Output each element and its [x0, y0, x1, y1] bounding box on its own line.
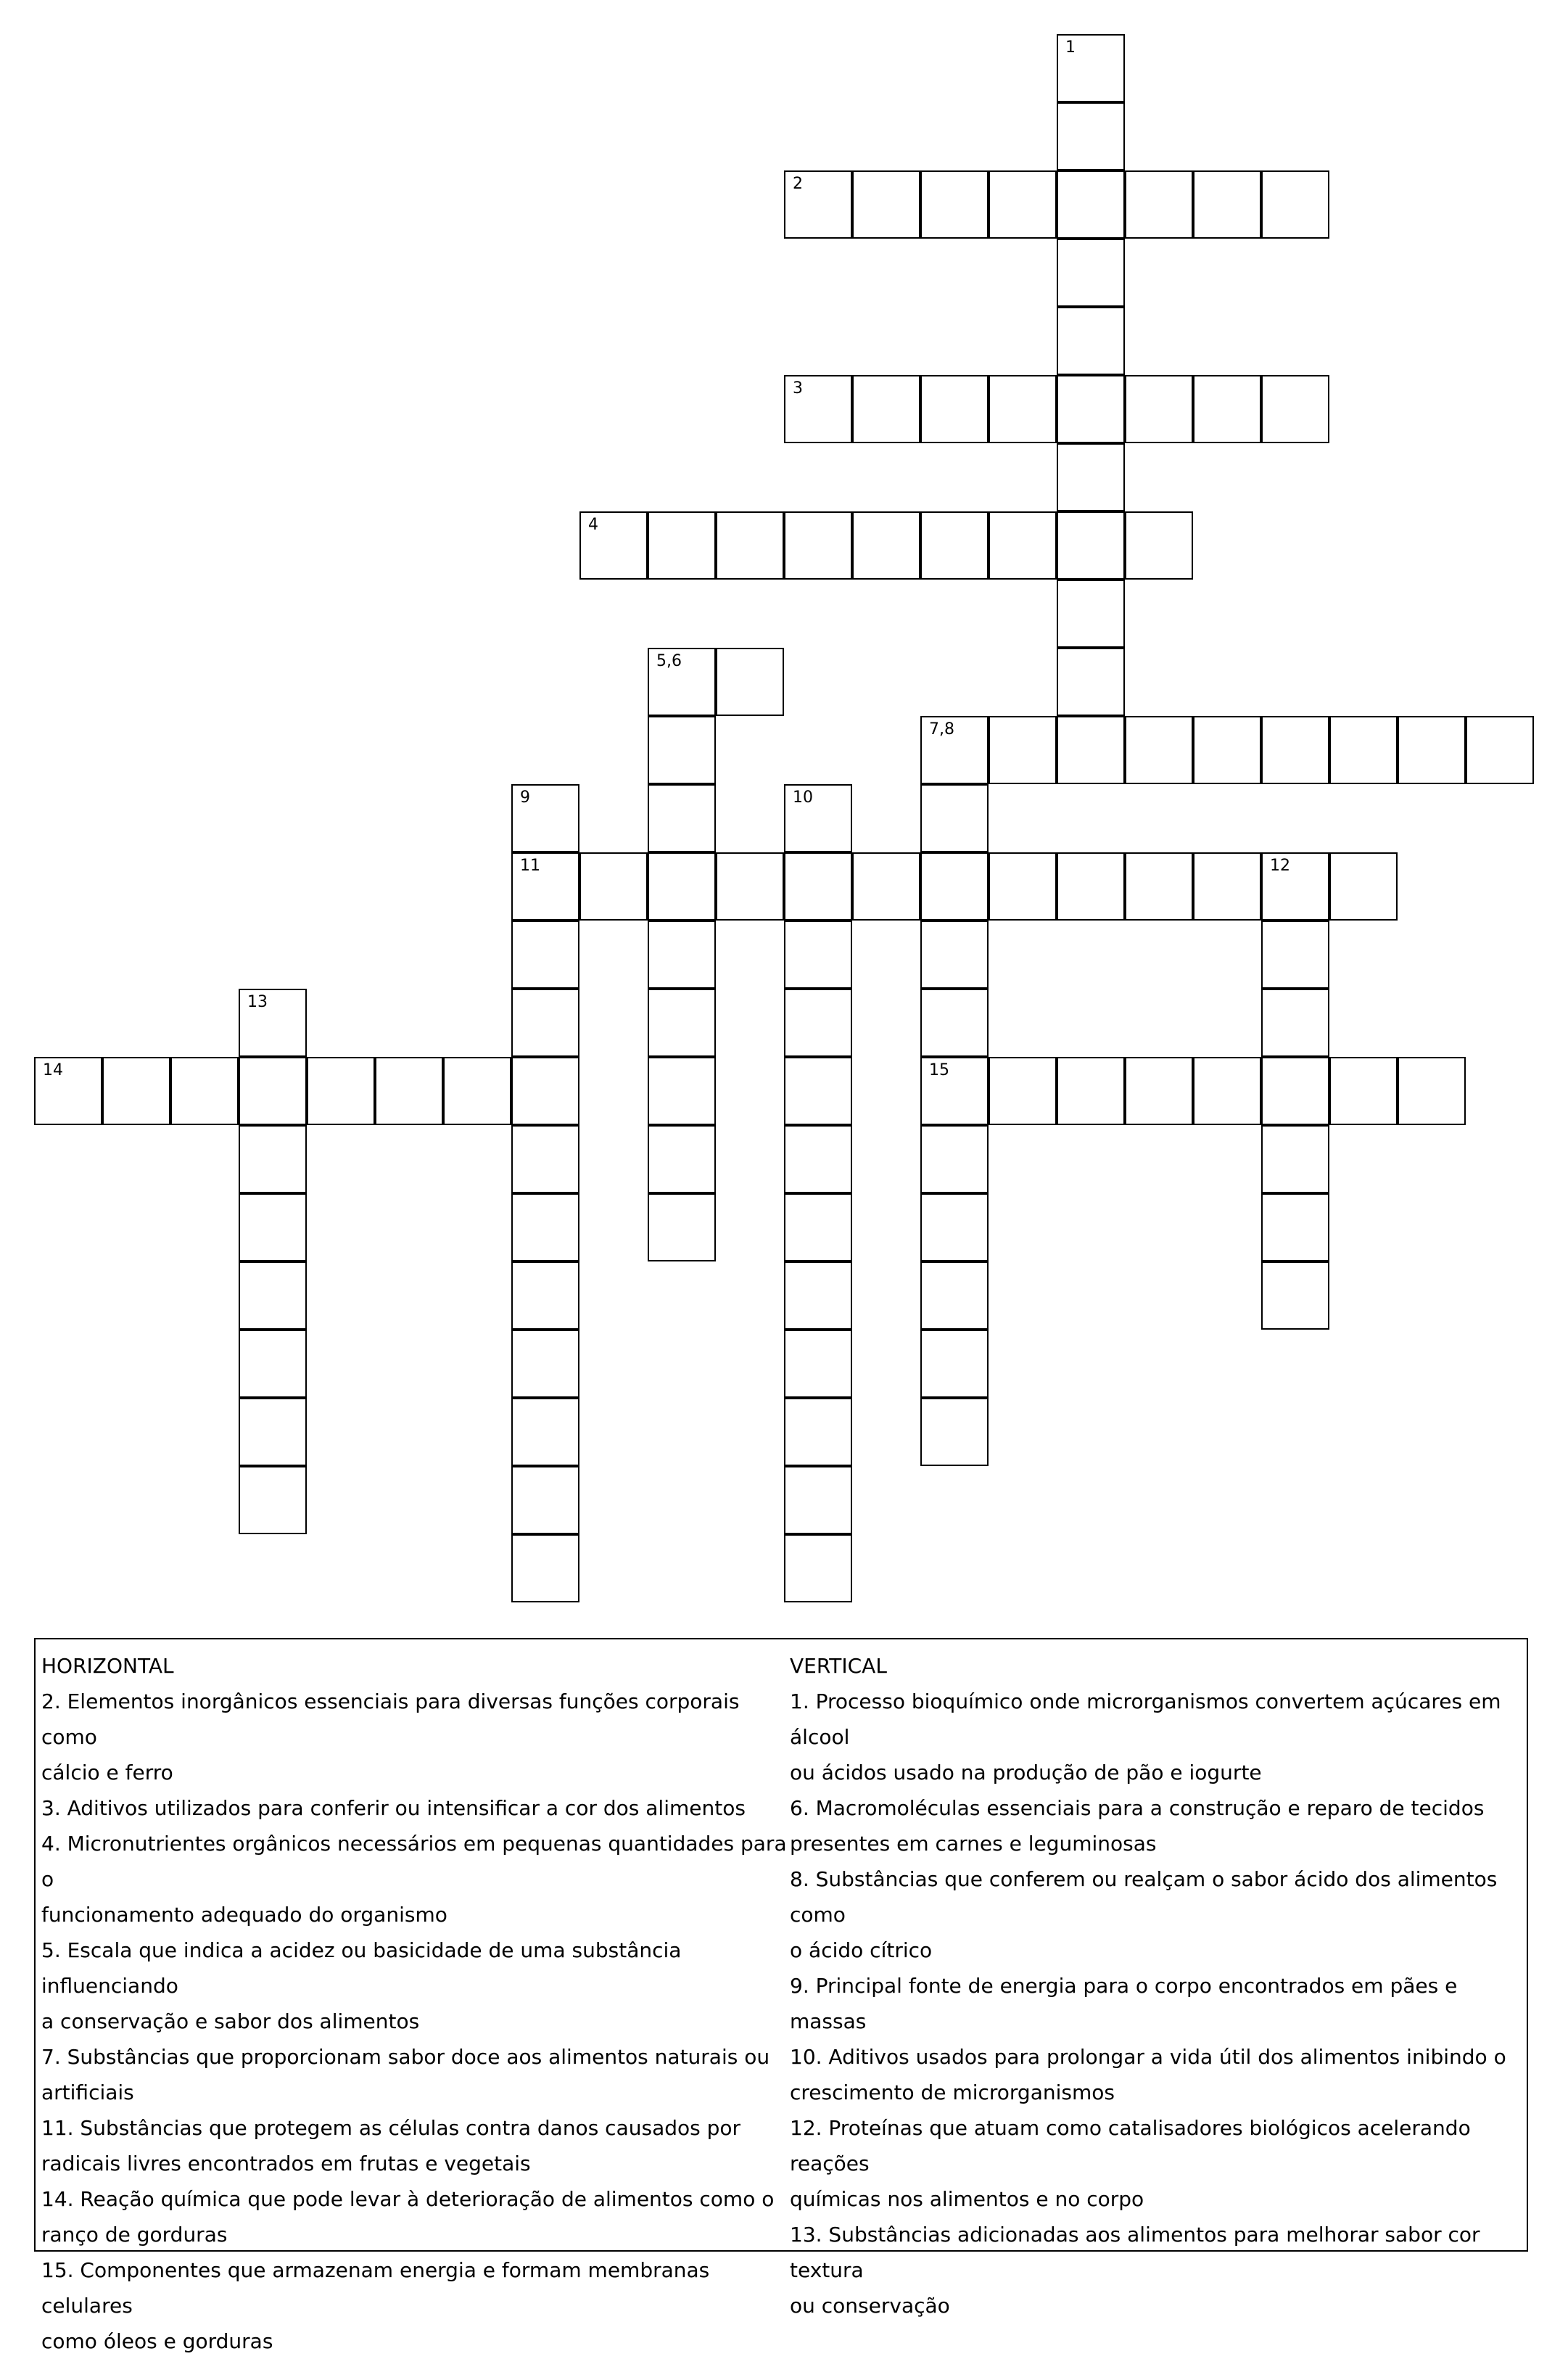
crossword-cell[interactable] [648, 716, 716, 784]
crossword-cell[interactable] [239, 1193, 307, 1261]
clue-number: 13 [247, 993, 268, 1011]
crossword-cell[interactable] [920, 1261, 989, 1330]
crossword-cell[interactable] [1057, 239, 1125, 307]
crossword-cell[interactable] [920, 1193, 989, 1261]
clue-number: 7,8 [929, 720, 954, 738]
clue-number: 14 [43, 1061, 63, 1079]
crossword-cell[interactable] [1329, 716, 1398, 784]
crossword-cell[interactable] [784, 1125, 852, 1193]
crossword-cell[interactable] [511, 1534, 579, 1602]
crossword-cell[interactable] [1057, 375, 1125, 443]
crossword-cell[interactable] [784, 1330, 852, 1398]
crossword-cell[interactable] [1261, 921, 1329, 989]
crossword-cell[interactable] [511, 1466, 579, 1534]
crossword-cell[interactable] [1125, 852, 1193, 921]
crossword-cell[interactable] [1261, 375, 1329, 443]
crossword-cell[interactable] [1261, 170, 1329, 239]
clue-number: 5,6 [656, 652, 682, 670]
crossword-cell[interactable] [102, 1057, 170, 1125]
clue-line: 6. Macromoléculas essenciais para a construção e reparo de tecidos [790, 1796, 1485, 1820]
crossword-cell[interactable] [1261, 989, 1329, 1057]
vertical-clues [790, 1648, 1522, 2323]
crossword-cell[interactable] [1125, 375, 1193, 443]
crossword-cell[interactable] [579, 511, 648, 580]
clue-line: cálcio e ferro [41, 1761, 173, 1784]
crossword-cell[interactable] [1329, 852, 1398, 921]
crossword-cell[interactable] [511, 784, 579, 852]
crossword-cell[interactable] [1261, 852, 1329, 921]
crossword-cell[interactable] [1125, 1057, 1193, 1125]
clue-line: 9. Principal fonte de energia para o corpo encontrados em pães e massas [790, 1974, 1458, 2033]
clue-line: 14. Reação química que pode levar à deterioração de alimentos como o [41, 2187, 775, 2211]
crossword-cell[interactable] [1057, 648, 1125, 716]
crossword-cell[interactable] [784, 375, 852, 443]
crossword-cell[interactable] [648, 1193, 716, 1261]
crossword-cell[interactable] [1193, 852, 1261, 921]
clue-line: 10. Aditivos usados para prolongar a vida útil dos alimentos inibindo o [790, 2045, 1506, 2069]
crossword-cell[interactable] [920, 375, 989, 443]
crossword-cell[interactable] [648, 1125, 716, 1193]
clue-line: 11. Substâncias que protegem as células contra danos causados por [41, 2116, 741, 2140]
crossword-cell[interactable] [648, 784, 716, 852]
crossword-cell[interactable] [1125, 716, 1193, 784]
crossword-cell[interactable] [989, 1057, 1057, 1125]
clue-number: 3 [793, 379, 803, 398]
crossword-cell[interactable] [648, 511, 716, 580]
crossword-cell[interactable] [1057, 102, 1125, 170]
clue-line: 12. Proteínas que atuam como catalisadores biológicos acelerando reações [790, 2116, 1471, 2175]
crossword-cell[interactable] [784, 1057, 852, 1125]
crossword-cell[interactable] [784, 784, 852, 852]
crossword-cell[interactable] [1057, 580, 1125, 648]
crossword-cell[interactable] [920, 1398, 989, 1466]
crossword-cell[interactable] [239, 989, 307, 1057]
clue-line: 8. Substâncias que conferem ou realçam o sabor ácido dos alimentos como [790, 1867, 1498, 1927]
crossword-cell[interactable] [1261, 1261, 1329, 1330]
crossword-cell[interactable] [1193, 170, 1261, 239]
crossword-cell[interactable] [239, 1125, 307, 1193]
clue-line: 7. Substâncias que proporcionam sabor doce aos alimentos naturais ou [41, 2045, 770, 2069]
crossword-cell[interactable] [1398, 716, 1466, 784]
vertical-title: VERTICAL [790, 1654, 887, 1678]
crossword-cell[interactable] [579, 852, 648, 921]
clue-line: químicas nos alimentos e no corpo [790, 2187, 1144, 2211]
crossword-cell[interactable] [239, 1398, 307, 1466]
crossword-cell[interactable] [511, 1057, 579, 1125]
crossword-cell[interactable] [1125, 170, 1193, 239]
crossword-cell[interactable] [648, 852, 716, 921]
crossword-cell[interactable] [989, 170, 1057, 239]
crossword-cell[interactable] [1466, 716, 1534, 784]
crossword-cell[interactable] [784, 1534, 852, 1602]
crossword-cell[interactable] [1261, 1125, 1329, 1193]
crossword-cell[interactable] [784, 1193, 852, 1261]
clue-line: o ácido cítrico [790, 1938, 933, 1962]
crossword-cell[interactable] [784, 1261, 852, 1330]
crossword-cell[interactable] [239, 1330, 307, 1398]
crossword-cell[interactable] [1057, 443, 1125, 511]
crossword-cell[interactable] [920, 1330, 989, 1398]
crossword-cell[interactable] [511, 852, 579, 921]
crossword-cell[interactable] [1125, 511, 1193, 580]
crossword-cell[interactable] [920, 989, 989, 1057]
clue-line: 3. Aditivos utilizados para conferir ou intensificar a cor dos alimentos [41, 1796, 746, 1820]
crossword-cell[interactable] [511, 1193, 579, 1261]
crossword-cell[interactable] [716, 852, 784, 921]
crossword-cell[interactable] [784, 1398, 852, 1466]
clue-line: 5. Escala que indica a acidez ou basicidade de uma substância influenciando [41, 1938, 682, 1998]
crossword-cell[interactable] [511, 989, 579, 1057]
clue-line: ou conservação [790, 2294, 950, 2318]
crossword-cell[interactable] [1193, 375, 1261, 443]
clue-number: 10 [793, 789, 813, 807]
crossword-cell[interactable] [716, 648, 784, 716]
crossword-cell[interactable] [1193, 1057, 1261, 1125]
crossword-cell[interactable] [920, 784, 989, 852]
crossword-cell[interactable] [1398, 1057, 1466, 1125]
crossword-cell[interactable] [511, 1125, 579, 1193]
crossword-cell[interactable] [648, 648, 716, 716]
crossword-cell[interactable] [852, 511, 920, 580]
clue-number: 15 [929, 1061, 949, 1079]
crossword-cell[interactable] [648, 989, 716, 1057]
clue-line: crescimento de microrganismos [790, 2080, 1115, 2104]
crossword-cell[interactable] [920, 716, 989, 784]
crossword-cell[interactable] [511, 1261, 579, 1330]
clues-box [34, 1638, 1528, 2353]
crossword-cell[interactable] [784, 989, 852, 1057]
clue-line: 4. Micronutrientes orgânicos necessários em pequenas quantidades para o [41, 1832, 787, 1891]
clue-number: 1 [1065, 38, 1076, 57]
crossword-cell[interactable] [511, 1398, 579, 1466]
clue-line: como óleos e gorduras [41, 2329, 273, 2353]
clue-line: artificiais [41, 2080, 134, 2104]
crossword-cell[interactable] [648, 921, 716, 989]
crossword-cell[interactable] [170, 1057, 239, 1125]
crossword-cell[interactable] [852, 170, 920, 239]
clue-line: ranço de gorduras [41, 2223, 228, 2247]
crossword-cell[interactable] [920, 852, 989, 921]
crossword-cell[interactable] [989, 716, 1057, 784]
crossword-cell[interactable] [920, 1057, 989, 1125]
clue-line: radicais livres encontrados em frutas e vegetais [41, 2152, 531, 2175]
crossword-cell[interactable] [34, 1057, 102, 1125]
crossword-cell[interactable] [852, 375, 920, 443]
crossword-cell[interactable] [920, 511, 989, 580]
crossword-cell[interactable] [1057, 34, 1125, 102]
crossword-cell[interactable] [239, 1466, 307, 1534]
crossword-cell[interactable] [1057, 511, 1125, 580]
crossword-cell[interactable] [1057, 1057, 1125, 1125]
crossword-cell[interactable] [989, 852, 1057, 921]
clue-number: 12 [1270, 857, 1290, 875]
crossword-cell[interactable] [511, 1330, 579, 1398]
crossword-cell[interactable] [648, 1057, 716, 1125]
crossword-cell[interactable] [852, 852, 920, 921]
crossword-cell[interactable] [784, 1466, 852, 1534]
clue-number: 9 [520, 789, 530, 807]
crossword-cell[interactable] [1057, 170, 1125, 239]
crossword-cell[interactable] [1261, 1057, 1329, 1125]
clue-number: 2 [793, 175, 803, 193]
crossword-cell[interactable] [1261, 716, 1329, 784]
crossword-cell[interactable] [784, 511, 852, 580]
crossword-cell[interactable] [239, 1057, 307, 1125]
clue-line: 13. Substâncias adicionadas aos alimentos para melhorar sabor cor textura [790, 2223, 1480, 2282]
crossword-cell[interactable] [920, 170, 989, 239]
clue-line: 15. Componentes que armazenam energia e formam membranas celulares [41, 2258, 710, 2318]
crossword-cell[interactable] [716, 511, 784, 580]
clue-number: 11 [520, 857, 540, 875]
crossword-cell[interactable] [784, 852, 852, 921]
clue-line: a conservação e sabor dos alimentos [41, 2009, 420, 2033]
crossword-cell[interactable] [375, 1057, 443, 1125]
crossword-cell[interactable] [1261, 1193, 1329, 1261]
crossword-cell[interactable] [989, 511, 1057, 580]
crossword-cell[interactable] [443, 1057, 511, 1125]
clue-line: 1. Processo bioquímico onde microrganismos convertem açúcares em álcool [790, 1689, 1501, 1749]
crossword-cell[interactable] [1329, 1057, 1398, 1125]
crossword-cell[interactable] [1057, 307, 1125, 375]
crossword-cell[interactable] [784, 921, 852, 989]
crossword-cell[interactable] [1057, 716, 1125, 784]
crossword-cell[interactable] [511, 921, 579, 989]
crossword-cell[interactable] [239, 1261, 307, 1330]
clue-line: ou ácidos usado na produção de pão e iogurte [790, 1761, 1262, 1784]
crossword-cell[interactable] [920, 921, 989, 989]
crossword-cell[interactable] [989, 375, 1057, 443]
horizontal-title: HORIZONTAL [41, 1654, 174, 1678]
crossword-cell[interactable] [1057, 852, 1125, 921]
clue-number: 4 [588, 516, 598, 534]
clue-line: funcionamento adequado do organismo [41, 1903, 447, 1927]
crossword-cell[interactable] [307, 1057, 375, 1125]
clue-line: 2. Elementos inorgânicos essenciais para diversas funções corporais como [41, 1689, 740, 1749]
clue-line: presentes em carnes e leguminosas [790, 1832, 1157, 1856]
crossword-cell[interactable] [920, 1125, 989, 1193]
crossword-cell[interactable] [784, 170, 852, 239]
crossword-cell[interactable] [1193, 716, 1261, 784]
horizontal-clues [41, 1648, 788, 2359]
